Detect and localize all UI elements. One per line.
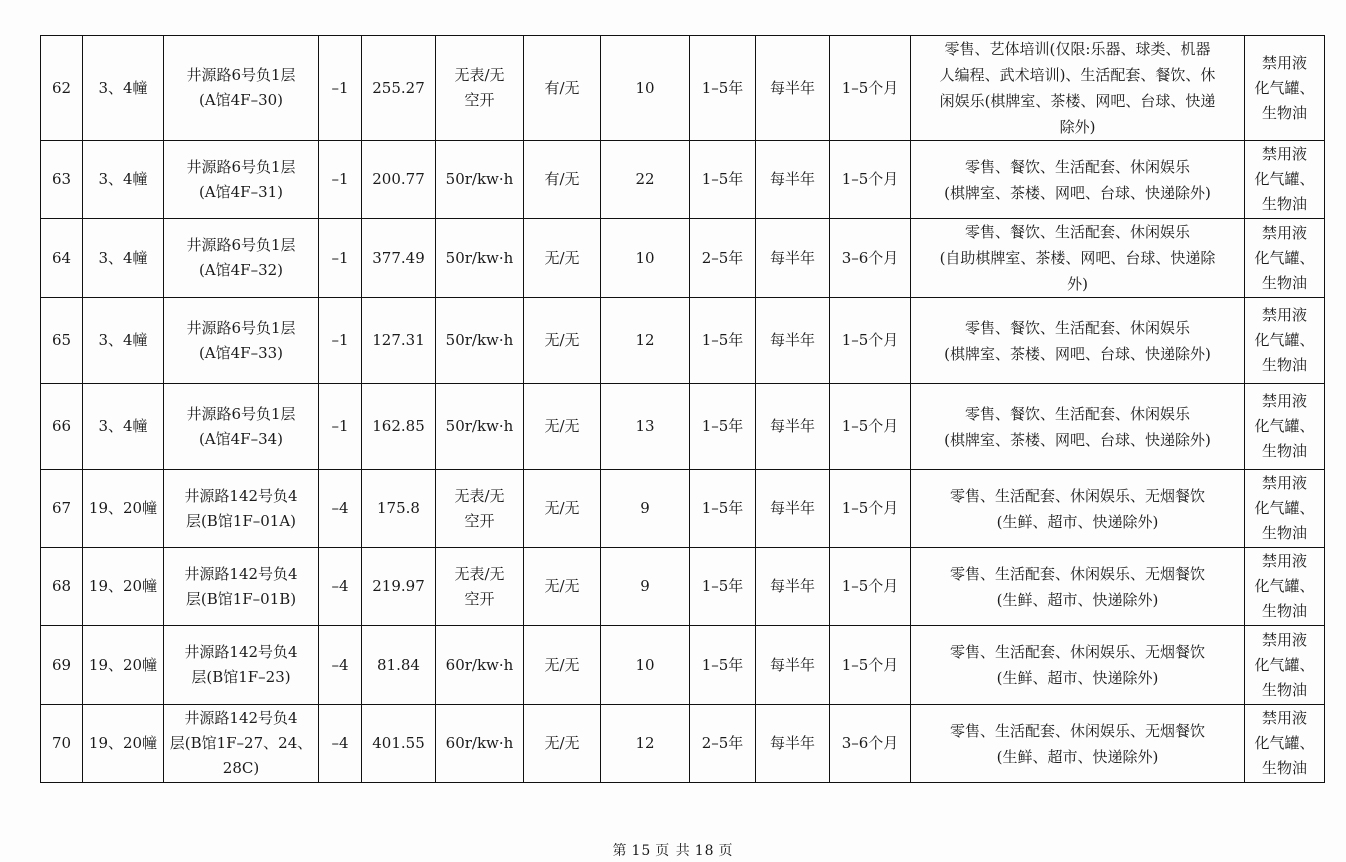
row-number — [41, 36, 83, 141]
fire-facility-cell-line: 有/无 — [544, 170, 580, 188]
table-row — [41, 705, 1325, 783]
usage-cell — [911, 705, 1245, 783]
building-cell-line: 3、4幢 — [98, 170, 148, 188]
fire-facility-cell — [524, 470, 601, 548]
row-number-line: 65 — [51, 331, 72, 349]
area-cell — [362, 36, 436, 141]
count-cell-line: 10 — [635, 655, 655, 674]
rent-free-cell-line: 1–5个月 — [841, 331, 899, 349]
address-cell-line: 井源路6号负1层 — [186, 404, 296, 423]
lease-term-cell-line: 1–5年 — [701, 499, 744, 517]
table-row — [41, 626, 1325, 705]
count-cell-line: 22 — [635, 170, 655, 188]
floor-cell-line: –1 — [331, 417, 349, 435]
address-cell — [164, 298, 319, 384]
lease-term-cell — [690, 36, 756, 141]
floor-cell — [319, 36, 362, 141]
table-row — [41, 36, 1325, 141]
page-footer — [0, 840, 1346, 860]
address-cell — [164, 626, 319, 705]
area-cell — [362, 384, 436, 470]
floor-cell — [319, 141, 362, 219]
footer-total-pages: 18 — [694, 843, 715, 859]
safety-cell-line: 化气罐、 — [1254, 655, 1315, 674]
area-cell-line: 255.27 — [372, 78, 425, 97]
usage-cell-line: (生鲜、超市、快递除外) — [996, 669, 1159, 687]
rent-free-cell — [830, 36, 911, 141]
area-cell — [362, 626, 436, 705]
lease-term-cell-line: 2–5年 — [701, 248, 744, 267]
fire-facility-cell — [524, 384, 601, 470]
safety-cell-line: 生物油 — [1261, 442, 1307, 460]
meter-cell-line: 空开 — [464, 589, 495, 608]
safety-cell-line: 化气罐、 — [1254, 78, 1315, 97]
safety-cell-line: 生物油 — [1261, 759, 1307, 777]
lease-term-cell-line: 1–5年 — [701, 170, 744, 188]
lease-term-cell — [690, 141, 756, 219]
usage-cell-line: (生鲜、超市、快递除外) — [996, 512, 1159, 531]
safety-cell-line: 化气罐、 — [1254, 170, 1315, 188]
rent-free-cell-line: 3–6个月 — [841, 734, 899, 752]
address-cell-line: (A馆4F–31) — [198, 182, 284, 201]
row-number — [41, 470, 83, 548]
floor-cell-line: –4 — [331, 577, 349, 595]
meter-cell-line: 60r/kw·h — [445, 655, 514, 674]
building-cell — [83, 219, 164, 298]
address-cell — [164, 384, 319, 470]
lease-term-cell — [690, 219, 756, 298]
meter-cell-line: 60r/kw·h — [445, 734, 514, 752]
meter-cell-line: 50r/kw·h — [445, 248, 514, 267]
area-cell-line: 127.31 — [372, 331, 425, 349]
count-cell-line: 13 — [635, 417, 655, 435]
address-cell-line: 井源路142号负4 — [184, 564, 298, 583]
safety-cell-line: 生物油 — [1261, 524, 1307, 542]
row-number-line: 70 — [51, 734, 72, 752]
fire-facility-cell — [524, 705, 601, 783]
floor-cell — [319, 298, 362, 384]
usage-cell — [911, 141, 1245, 219]
payment-cycle-cell-line: 每半年 — [769, 499, 815, 517]
row-number-line: 68 — [51, 577, 72, 595]
payment-cycle-cell — [756, 470, 830, 548]
count-cell — [601, 626, 690, 705]
safety-cell-line: 化气罐、 — [1254, 499, 1315, 517]
address-cell-line: 井源路6号负1层 — [186, 236, 296, 254]
building-cell — [83, 141, 164, 219]
table-row — [41, 298, 1325, 384]
fire-facility-cell — [524, 548, 601, 626]
rent-free-cell — [830, 298, 911, 384]
building-cell — [83, 470, 164, 548]
floor-cell — [319, 626, 362, 705]
payment-cycle-cell-line: 每半年 — [769, 78, 815, 97]
meter-cell — [436, 36, 524, 141]
lease-term-cell — [690, 705, 756, 783]
safety-cell-line: 生物油 — [1261, 273, 1307, 292]
lease-term-cell — [690, 626, 756, 705]
floor-cell-line: –4 — [331, 655, 349, 674]
usage-cell-line: 零售、生活配套、休闲娱乐、无烟餐饮 — [949, 643, 1205, 661]
lease-term-cell-line: 2–5年 — [701, 734, 744, 752]
building-cell-line: 19、20幢 — [88, 655, 158, 674]
usage-cell-line: (生鲜、超市、快递除外) — [996, 590, 1159, 609]
rent-free-cell — [830, 470, 911, 548]
rent-free-cell — [830, 219, 911, 298]
meter-cell — [436, 548, 524, 626]
usage-cell-line: 闲娱乐(棋牌室、茶楼、网吧、台球、快递 — [939, 92, 1216, 110]
safety-cell-line: 生物油 — [1261, 680, 1307, 699]
area-cell-line: 401.55 — [372, 734, 425, 752]
payment-cycle-cell — [756, 298, 830, 384]
row-number — [41, 705, 83, 783]
address-cell-line: 井源路6号负1层 — [186, 318, 296, 337]
address-cell — [164, 470, 319, 548]
building-cell-line: 3、4幢 — [98, 248, 148, 267]
safety-cell-line: 禁用液 — [1261, 145, 1307, 163]
rent-free-cell — [830, 626, 911, 705]
count-cell-line: 12 — [635, 734, 655, 752]
rent-free-cell — [830, 141, 911, 219]
payment-cycle-cell-line: 每半年 — [769, 331, 815, 349]
listing-table-container — [40, 35, 1314, 783]
safety-cell — [1245, 384, 1325, 470]
payment-cycle-cell-line: 每半年 — [769, 417, 815, 435]
safety-cell-line: 禁用液 — [1261, 53, 1307, 72]
floor-cell-line: –4 — [331, 734, 349, 752]
table-row — [41, 548, 1325, 626]
usage-cell — [911, 298, 1245, 384]
safety-cell — [1245, 141, 1325, 219]
meter-cell-line: 空开 — [464, 91, 495, 109]
count-cell — [601, 548, 690, 626]
fire-facility-cell — [524, 219, 601, 298]
address-cell — [164, 36, 319, 141]
safety-cell-line: 化气罐、 — [1254, 331, 1315, 349]
count-cell-line: 9 — [640, 577, 650, 595]
area-cell-line: 81.84 — [377, 655, 420, 674]
meter-cell — [436, 219, 524, 298]
floor-cell — [319, 470, 362, 548]
safety-cell-line: 禁用液 — [1261, 630, 1307, 649]
footer-middle: 页 共 — [655, 843, 691, 859]
count-cell-line: 10 — [635, 78, 655, 97]
meter-cell-line: 无表/无 — [454, 66, 505, 84]
property-listing-table — [40, 35, 1325, 783]
table-row — [41, 141, 1325, 219]
building-cell — [83, 384, 164, 470]
usage-cell-line: (棋牌室、茶楼、网吧、台球、快递除外) — [944, 430, 1211, 449]
lease-term-cell-line: 1–5年 — [701, 655, 744, 674]
address-cell-line: (A馆4F–33) — [198, 343, 284, 362]
rent-free-cell — [830, 548, 911, 626]
safety-cell-line: 生物油 — [1261, 103, 1307, 122]
floor-cell — [319, 705, 362, 783]
footer-suffix: 页 — [718, 843, 734, 859]
usage-cell-line: (自助棋牌室、茶楼、网吧、台球、快递除 — [939, 249, 1216, 267]
payment-cycle-cell — [756, 548, 830, 626]
count-cell — [601, 705, 690, 783]
row-number — [41, 219, 83, 298]
lease-term-cell-line: 1–5年 — [701, 331, 744, 349]
lease-term-cell — [690, 384, 756, 470]
row-number-line: 64 — [51, 248, 72, 267]
safety-cell-line: 化气罐、 — [1254, 248, 1315, 267]
safety-cell-line: 禁用液 — [1261, 474, 1307, 492]
address-cell — [164, 705, 319, 783]
meter-cell-line: 50r/kw·h — [445, 417, 514, 435]
meter-cell-line: 无表/无 — [454, 564, 505, 583]
usage-cell — [911, 219, 1245, 298]
payment-cycle-cell-line: 每半年 — [769, 577, 815, 595]
address-cell-line: 层(B馆1F–27、24、 — [169, 734, 313, 752]
meter-cell — [436, 705, 524, 783]
meter-cell — [436, 626, 524, 705]
address-cell-line: 井源路142号负4 — [184, 486, 298, 505]
footer-page-number: 15 — [631, 843, 652, 859]
safety-cell-line: 禁用液 — [1261, 709, 1307, 727]
fire-facility-cell-line: 无/无 — [544, 577, 580, 595]
usage-cell-line: 零售、餐饮、生活配套、休闲娱乐 — [964, 223, 1190, 241]
fire-facility-cell-line: 无/无 — [544, 417, 580, 435]
rent-free-cell-line: 1–5个月 — [841, 655, 899, 674]
building-cell-line: 3、4幢 — [98, 78, 148, 97]
lease-term-cell — [690, 298, 756, 384]
usage-cell — [911, 384, 1245, 470]
safety-cell-line: 禁用液 — [1261, 223, 1307, 242]
floor-cell-line: –1 — [331, 78, 349, 97]
meter-cell-line: 50r/kw·h — [445, 331, 514, 349]
usage-cell-line: (棋牌室、茶楼、网吧、台球、快递除外) — [944, 344, 1211, 363]
address-cell-line: (A馆4F–32) — [198, 261, 284, 279]
count-cell-line: 10 — [635, 248, 655, 267]
fire-facility-cell — [524, 626, 601, 705]
area-cell — [362, 470, 436, 548]
safety-cell-line: 生物油 — [1261, 195, 1307, 213]
row-number-line: 63 — [51, 170, 72, 188]
area-cell — [362, 548, 436, 626]
area-cell-line: 175.8 — [377, 499, 420, 517]
building-cell-line: 19、20幢 — [88, 734, 158, 752]
address-cell — [164, 548, 319, 626]
area-cell-line: 219.97 — [372, 577, 425, 595]
floor-cell-line: –1 — [331, 248, 349, 267]
area-cell-line: 377.49 — [372, 248, 425, 267]
fire-facility-cell-line: 无/无 — [544, 248, 580, 267]
address-cell-line: 层(B馆1F–01B) — [185, 589, 297, 608]
address-cell-line: (A馆4F–30) — [198, 91, 284, 109]
rent-free-cell-line: 1–5个月 — [841, 417, 899, 435]
address-cell-line: 28C) — [222, 759, 260, 777]
safety-cell — [1245, 298, 1325, 384]
area-cell — [362, 298, 436, 384]
count-cell — [601, 384, 690, 470]
building-cell-line: 3、4幢 — [98, 331, 148, 349]
address-cell-line: 井源路6号负1层 — [186, 66, 296, 84]
building-cell — [83, 36, 164, 141]
safety-cell-line: 禁用液 — [1261, 392, 1307, 410]
usage-cell — [911, 470, 1245, 548]
payment-cycle-cell — [756, 626, 830, 705]
building-cell — [83, 548, 164, 626]
area-cell — [362, 705, 436, 783]
usage-cell-line: 零售、艺体培训(仅限:乐器、球类、机器 — [944, 40, 1211, 58]
row-number-line: 67 — [51, 499, 72, 517]
payment-cycle-cell-line: 每半年 — [769, 170, 815, 188]
usage-cell-line: (生鲜、超市、快递除外) — [996, 747, 1159, 766]
usage-cell-line: 零售、餐饮、生活配套、休闲娱乐 — [964, 404, 1190, 423]
safety-cell-line: 生物油 — [1261, 356, 1307, 374]
usage-cell — [911, 626, 1245, 705]
row-number-line: 62 — [51, 78, 72, 97]
payment-cycle-cell-line: 每半年 — [769, 655, 815, 674]
payment-cycle-cell — [756, 219, 830, 298]
lease-term-cell-line: 1–5年 — [701, 417, 744, 435]
rent-free-cell-line: 3–6个月 — [841, 248, 899, 267]
safety-cell — [1245, 470, 1325, 548]
safety-cell-line: 化气罐、 — [1254, 577, 1315, 595]
row-number-line: 66 — [51, 417, 72, 435]
usage-cell-line: 零售、生活配套、休闲娱乐、无烟餐饮 — [949, 721, 1205, 740]
row-number-line: 69 — [51, 655, 72, 674]
fire-facility-cell-line: 无/无 — [544, 655, 580, 674]
building-cell-line: 19、20幢 — [88, 577, 158, 595]
rent-free-cell — [830, 384, 911, 470]
fire-facility-cell-line: 无/无 — [544, 734, 580, 752]
meter-cell — [436, 384, 524, 470]
safety-cell — [1245, 36, 1325, 141]
fire-facility-cell-line: 有/无 — [544, 78, 580, 97]
fire-facility-cell-line: 无/无 — [544, 331, 580, 349]
area-cell-line: 200.77 — [372, 170, 425, 188]
count-cell — [601, 219, 690, 298]
floor-cell-line: –4 — [331, 499, 349, 517]
address-cell-line: 井源路142号负4 — [184, 643, 298, 661]
usage-cell — [911, 548, 1245, 626]
count-cell — [601, 298, 690, 384]
fire-facility-cell — [524, 298, 601, 384]
row-number — [41, 298, 83, 384]
meter-cell — [436, 141, 524, 219]
building-cell-line: 3、4幢 — [98, 417, 148, 435]
usage-cell — [911, 36, 1245, 141]
meter-cell-line: 50r/kw·h — [445, 170, 514, 188]
usage-cell-line: 零售、餐饮、生活配套、休闲娱乐 — [964, 318, 1190, 337]
count-cell — [601, 141, 690, 219]
meter-cell — [436, 298, 524, 384]
safety-cell — [1245, 548, 1325, 626]
safety-cell-line: 化气罐、 — [1254, 417, 1315, 435]
address-cell-line: 层(B馆1F–01A) — [185, 511, 297, 530]
usage-cell-line: 外) — [1067, 275, 1088, 293]
area-cell — [362, 141, 436, 219]
rent-free-cell-line: 1–5个月 — [841, 577, 899, 595]
fire-facility-cell — [524, 141, 601, 219]
meter-cell — [436, 470, 524, 548]
usage-cell-line: (棋牌室、茶楼、网吧、台球、快递除外) — [944, 183, 1211, 202]
meter-cell-line: 空开 — [464, 511, 495, 530]
floor-cell — [319, 548, 362, 626]
footer-prefix: 第 — [612, 843, 628, 859]
payment-cycle-cell-line: 每半年 — [769, 734, 815, 752]
usage-cell-line: 除外) — [1059, 118, 1096, 136]
table-row — [41, 470, 1325, 548]
lease-term-cell-line: 1–5年 — [701, 78, 744, 97]
payment-cycle-cell — [756, 36, 830, 141]
rent-free-cell-line: 1–5个月 — [841, 170, 899, 188]
count-cell — [601, 36, 690, 141]
area-cell — [362, 219, 436, 298]
safety-cell — [1245, 219, 1325, 298]
rent-free-cell-line: 1–5个月 — [841, 78, 899, 97]
count-cell — [601, 470, 690, 548]
usage-cell-line: 人编程、武术培训)、生活配套、餐饮、休 — [939, 66, 1216, 84]
building-cell-line: 19、20幢 — [88, 499, 158, 517]
address-cell-line: 井源路142号负4 — [184, 709, 298, 727]
building-cell — [83, 626, 164, 705]
row-number — [41, 141, 83, 219]
safety-cell — [1245, 705, 1325, 783]
floor-cell — [319, 219, 362, 298]
safety-cell-line: 生物油 — [1261, 602, 1307, 620]
usage-cell-line: 零售、餐饮、生活配套、休闲娱乐 — [964, 157, 1190, 176]
row-number — [41, 384, 83, 470]
address-cell-line: (A馆4F–34) — [198, 429, 284, 448]
fire-facility-cell — [524, 36, 601, 141]
count-cell-line: 12 — [635, 331, 655, 349]
table-row — [41, 384, 1325, 470]
meter-cell-line: 无表/无 — [454, 486, 505, 505]
safety-cell — [1245, 626, 1325, 705]
lease-term-cell — [690, 548, 756, 626]
area-cell-line: 162.85 — [372, 417, 425, 435]
floor-cell — [319, 384, 362, 470]
address-cell-line: 井源路6号负1层 — [186, 157, 296, 176]
payment-cycle-cell — [756, 141, 830, 219]
payment-cycle-cell — [756, 705, 830, 783]
address-cell — [164, 219, 319, 298]
payment-cycle-cell-line: 每半年 — [769, 248, 815, 267]
safety-cell-line: 化气罐、 — [1254, 734, 1315, 752]
building-cell — [83, 298, 164, 384]
usage-cell-line: 零售、生活配套、休闲娱乐、无烟餐饮 — [949, 564, 1205, 583]
rent-free-cell — [830, 705, 911, 783]
payment-cycle-cell — [756, 384, 830, 470]
building-cell — [83, 705, 164, 783]
safety-cell-line: 禁用液 — [1261, 306, 1307, 324]
fire-facility-cell-line: 无/无 — [544, 499, 580, 517]
usage-cell-line: 零售、生活配套、休闲娱乐、无烟餐饮 — [949, 486, 1205, 505]
lease-term-cell-line: 1–5年 — [701, 577, 744, 595]
row-number — [41, 548, 83, 626]
lease-term-cell — [690, 470, 756, 548]
address-cell — [164, 141, 319, 219]
safety-cell-line: 禁用液 — [1261, 552, 1307, 570]
floor-cell-line: –1 — [331, 170, 349, 188]
address-cell-line: 层(B馆1F–23) — [191, 668, 291, 686]
rent-free-cell-line: 1–5个月 — [841, 499, 899, 517]
floor-cell-line: –1 — [331, 331, 349, 349]
count-cell-line: 9 — [640, 499, 650, 517]
table-row — [41, 219, 1325, 298]
row-number — [41, 626, 83, 705]
